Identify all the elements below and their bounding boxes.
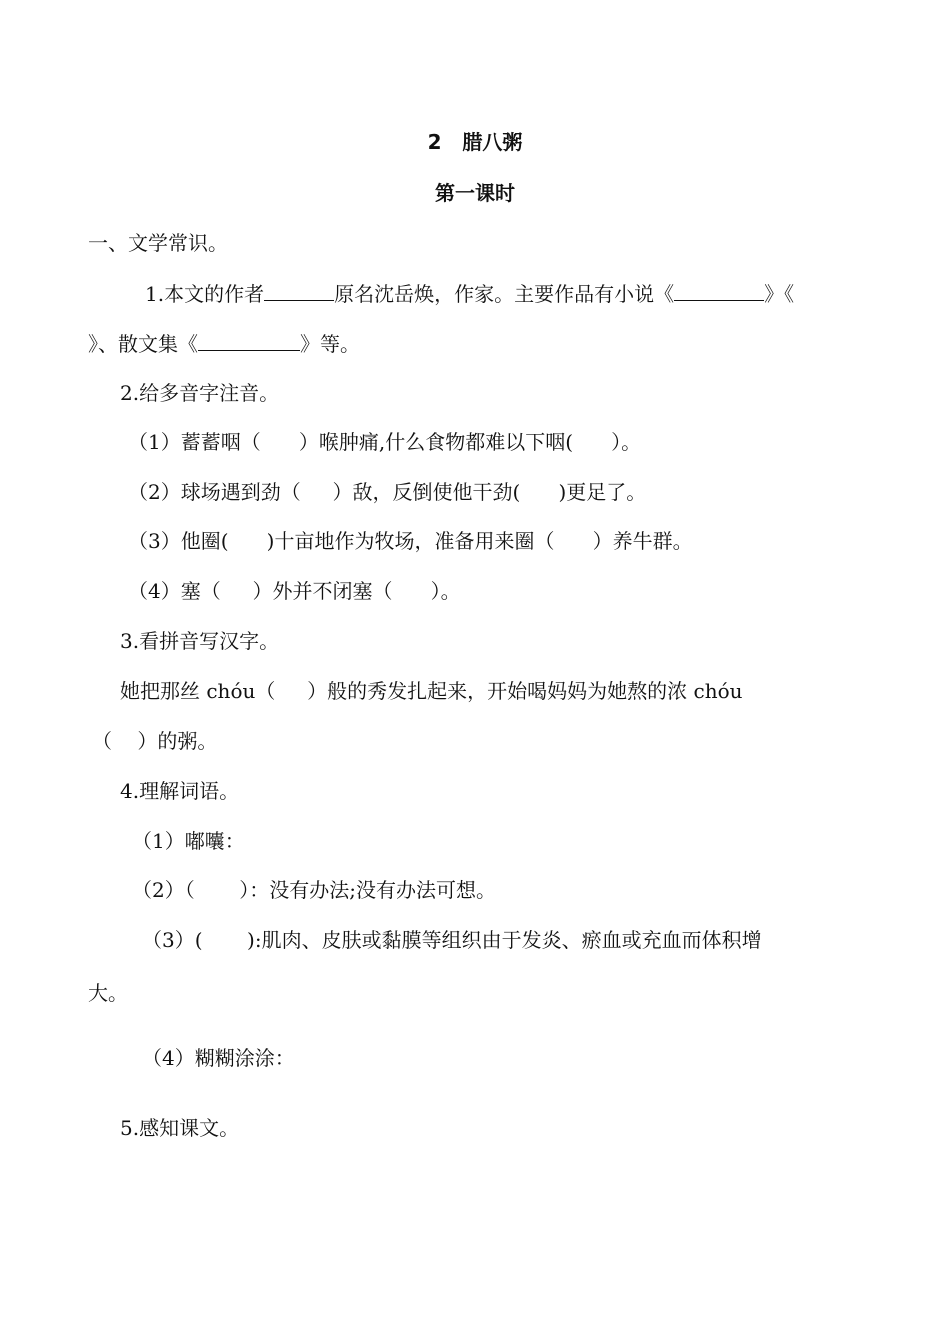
question-5-heading: 5.感知课文。	[120, 1116, 240, 1140]
q1-text-b: 原名沈岳焕，作家。主要作品有小说《	[334, 282, 675, 306]
question-4-item: （2）（ ）：没有办法;没有办法可想。	[132, 878, 496, 902]
q1-text-d: 》、散文集《	[88, 332, 198, 356]
q1-text-c: 》《	[764, 282, 795, 306]
question-2-heading: 2.给多音字注音。	[120, 381, 280, 405]
question-2-item: （1）蓄蓄咽（ ）喉肿痛,什么食物都难以下咽( ）。	[128, 430, 642, 454]
question-3-heading: 3.看拼音写汉字。	[120, 629, 280, 653]
question-2-item: （4）塞（ ）外并不闭塞（ ）。	[128, 579, 461, 603]
question-3-line-2: （ ）的粥。	[92, 729, 218, 753]
question-2-item: （2）球场遇到劲（ ）敌，反倒使他干劲( )更足了。	[128, 480, 647, 504]
q1-text-a: 1.本文的作者	[145, 282, 265, 306]
essay-collection-blank[interactable]	[198, 330, 300, 351]
section-heading-literary-knowledge: 一、文学常识。	[88, 231, 228, 255]
question-2-item: （3）他圈( )十亩地作为牧场，准备用来圈（ ）养牛群。	[128, 529, 693, 553]
novel-blank[interactable]	[674, 280, 764, 301]
question-4-item: （3）( ):肌肉、皮肤或黏膜等组织由于发炎、瘀血或充血而体积增	[142, 928, 762, 952]
author-blank[interactable]	[264, 280, 334, 301]
question-1-line-1	[145, 280, 794, 307]
question-1-line-2	[88, 330, 360, 357]
question-3-line-1: 她把那丝 chóu（ ）般的秀发扎起来，开始喝妈妈为她熬的浓 chóu	[120, 679, 743, 703]
lesson-title: 2 腊八粥	[427, 130, 523, 154]
question-4-item: （1）嘟囔：	[132, 829, 245, 853]
lesson-subtitle: 第一课时	[435, 181, 515, 205]
question-4-heading: 4.理解词语。	[120, 779, 240, 803]
question-4-item: （4）糊糊涂涂：	[142, 1046, 295, 1070]
q1-text-e: 》等。	[300, 332, 360, 356]
question-4-item-continuation: 大。	[88, 981, 128, 1005]
